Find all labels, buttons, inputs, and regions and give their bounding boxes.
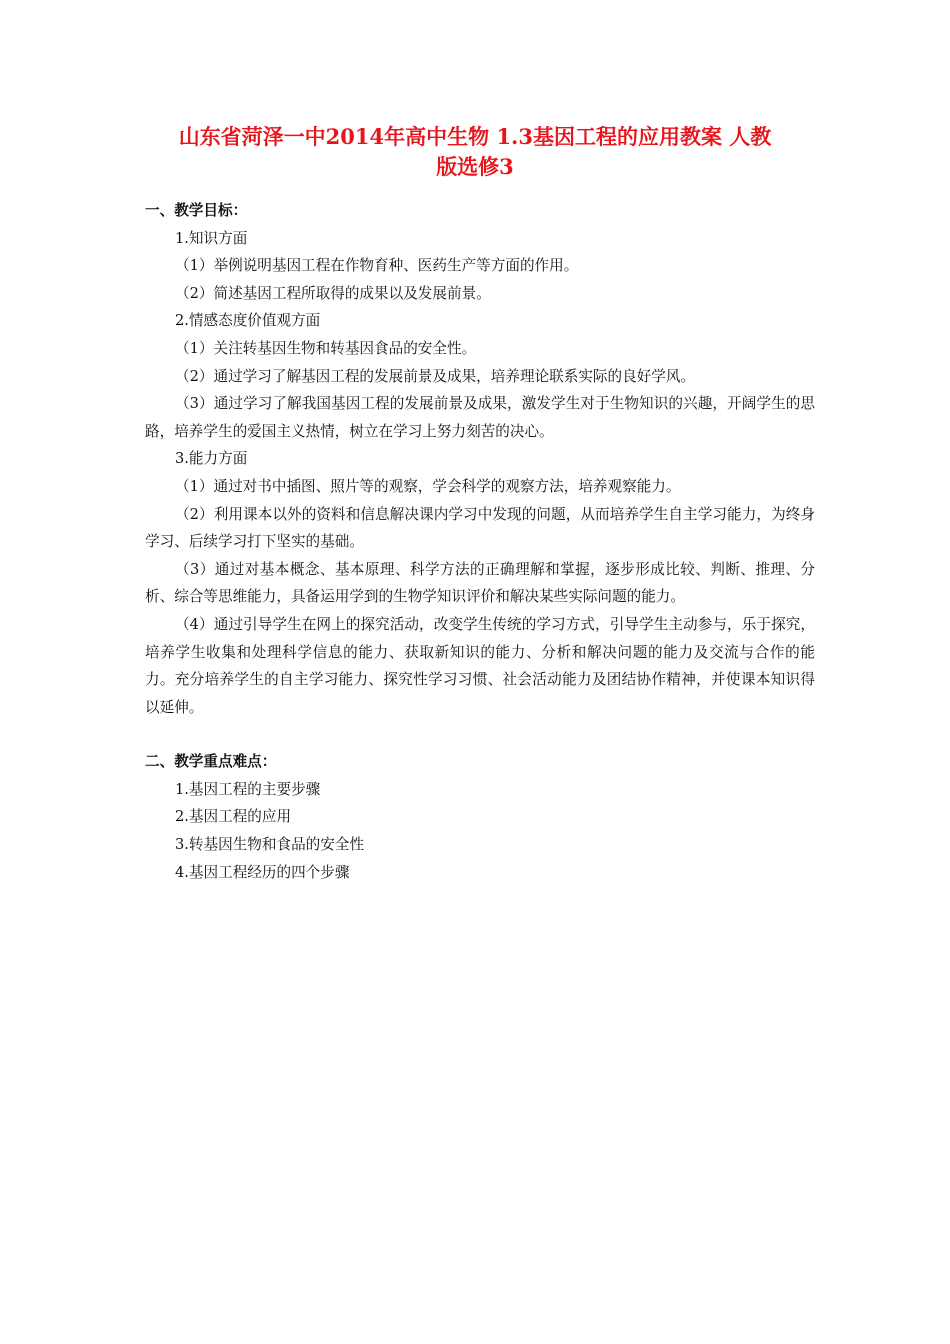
list-item: 2.基因工程的应用 [175, 808, 292, 826]
document-title [140, 122, 810, 182]
list-item: （1）关注转基因生物和转基因食品的安全性。 [175, 339, 477, 357]
group-label-attitude: 2.情感态度价值观方面 [175, 312, 321, 330]
group-label-knowledge: 1.知识方面 [175, 229, 248, 247]
title-line-2: 版选修3 [436, 154, 514, 179]
list-item: （4）通过引导学生在网上的探究活动，改变学生传统的学习方式，引导学生主动参与，乐于探究，培养学生收集和处理科学信息的能力、获取新知识的能力、分析和解决问题的能力及交流与合作的能力。充分培养学生的自主学习能力、探究性学习习惯、社会活动能力及团结协作精神，并使课本知识得以延伸。 [145, 615, 815, 716]
list-item: （2）通过学习了解基因工程的发展前景及成果，培养理论联系实际的良好学风。 [175, 367, 696, 385]
list-item: （3）通过对基本概念、基本原理、科学方法的正确理解和掌握，逐步形成比较、判断、推理、分析、综合等思维能力，具备运用学到的生物学知识评价和解决某些实际问题的能力。 [145, 560, 815, 606]
list-item: （2）简述基因工程所取得的成果以及发展前景。 [175, 284, 491, 302]
list-item: 4.基因工程经历的四个步骤 [175, 863, 350, 881]
list-item: （2）利用课本以外的资料和信息解决课内学习中发现的问题，从而培养学生自主学习能力，为终身学习、后续学习打下坚实的基础。 [145, 505, 815, 551]
document-body [145, 197, 815, 886]
list-item: （3）通过学习了解我国基因工程的发展前景及成果，激发学生对于生物知识的兴趣，开阔学生的思路，培养学生的爱国主义热情，树立在学习上努力刻苦的决心。 [145, 395, 815, 440]
section-heading-key-points: 二、教学重点难点： [145, 753, 277, 771]
title-line-1: 山东省菏泽一中2014年高中生物 1.3基因工程的应用教案 人教 [178, 124, 772, 149]
list-item: 3.转基因生物和食品的安全性 [175, 836, 365, 854]
list-item: （1）通过对书中插图、照片等的观察，学会科学的观察方法，培养观察能力。 [175, 477, 681, 495]
list-item: （1）举例说明基因工程在作物育种、医药生产等方面的作用。 [175, 257, 579, 275]
list-item: 1.基因工程的主要步骤 [175, 780, 321, 798]
group-label-ability: 3.能力方面 [175, 450, 248, 468]
section-spacer [145, 721, 815, 748]
section-heading-objectives: 一、教学目标： [145, 202, 248, 219]
